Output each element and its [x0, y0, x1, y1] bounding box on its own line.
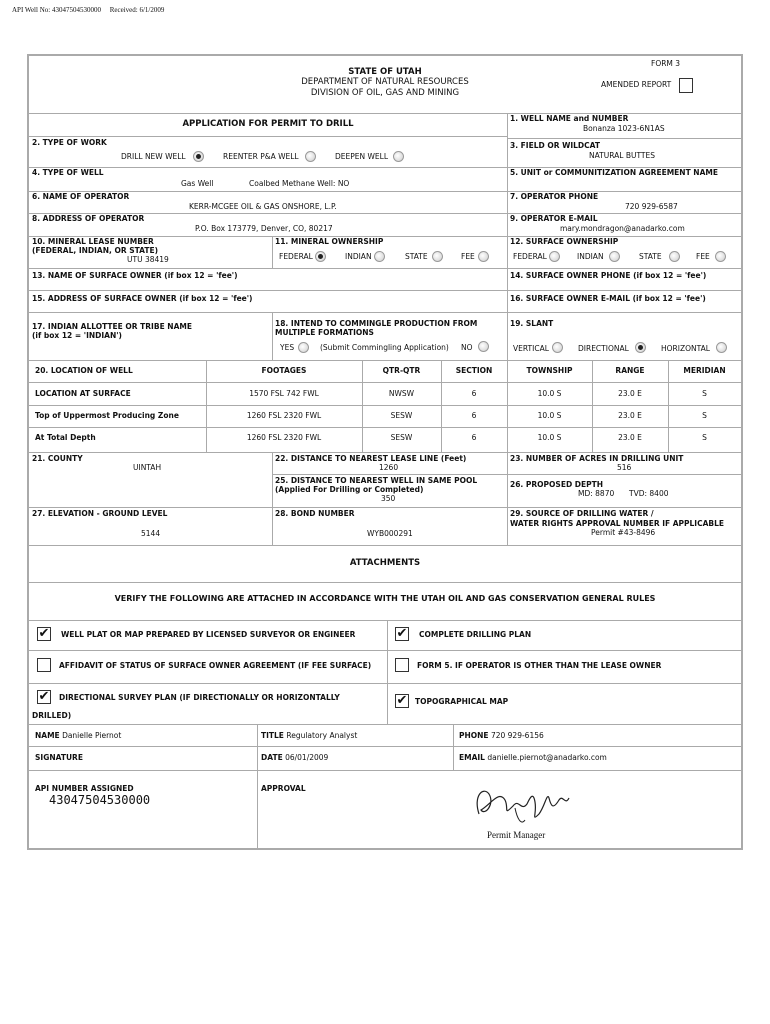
reenter-well-radio[interactable] [305, 151, 316, 162]
table-row-label: At Total Depth [35, 433, 96, 442]
mineral-ownership-label: 11. MINERAL OWNERSHIP [275, 237, 384, 246]
divider [29, 746, 741, 747]
date-field [261, 754, 328, 762]
form5-checkbox[interactable] [395, 658, 409, 672]
mineral-indian-label: INDIAN [345, 252, 372, 261]
deepen-well-radio[interactable] [393, 151, 404, 162]
surface-indian-label: INDIAN [577, 252, 604, 261]
table-row-label: LOCATION AT SURFACE [35, 389, 131, 398]
table-cell: 1570 FSL 742 FWL [249, 389, 319, 398]
title-value: Regulatory Analyst [286, 731, 358, 740]
topographical-map-label: TOPOGRAPHICAL MAP [415, 697, 509, 706]
name-label: NAME [35, 731, 60, 740]
table-header-qtr: QTR-QTR [382, 366, 421, 375]
approval-signature [469, 776, 579, 828]
date-label: DATE [261, 753, 283, 762]
approval-label: APPROVAL [261, 784, 306, 793]
table-header-location: 20. LOCATION OF WELL [35, 366, 133, 375]
surface-state-label: STATE [639, 252, 662, 261]
email-label: EMAIL [459, 753, 485, 762]
mineral-state-label: STATE [405, 252, 428, 261]
commingle-note: (Submit Commingling Application) [320, 343, 449, 352]
attachments-title: ATTACHMENTS [349, 558, 421, 568]
slant-horizontal-radio[interactable] [716, 342, 727, 353]
slant-label: 19. SLANT [510, 319, 554, 328]
commingle-sublabel: MULTIPLE FORMATIONS [275, 328, 374, 337]
operator-name-value: KERR-MCGEE OIL & GAS ONSHORE, L.P. [189, 202, 337, 211]
table-cell: SESW [390, 433, 413, 442]
header-line [12, 6, 164, 14]
table-cell: 10.0 S [537, 433, 562, 442]
division-title: DIVISION OF OIL, GAS AND MINING [310, 88, 460, 98]
title-field [261, 732, 357, 740]
lease-line-distance-label: 22. DISTANCE TO NEAREST LEASE LINE (Feet) [275, 454, 467, 463]
surface-fee-radio[interactable] [715, 251, 726, 262]
table-cell: 1260 FSL 2320 FWL [246, 411, 322, 420]
divider [29, 683, 741, 684]
nearest-well-label: 25. DISTANCE TO NEAREST WELL IN SAME POOL [275, 476, 478, 485]
elevation-value: 5144 [141, 529, 161, 538]
acres-value: 516 [617, 463, 632, 472]
nearest-well-sublabel: (Applied For Drilling or Completed) [275, 485, 424, 494]
divider [29, 290, 741, 291]
table-cell: 23.0 E [618, 433, 642, 442]
table-cell: S [702, 411, 707, 420]
received-date: Received: 6/1/2009 [109, 6, 165, 14]
table-cell: SESW [390, 411, 413, 420]
divider [272, 236, 273, 268]
signature-label: SIGNATURE [35, 753, 83, 762]
name-value: Danielle Piernot [62, 731, 122, 740]
divider [29, 650, 741, 651]
phone-label: PHONE [459, 731, 489, 740]
amended-report-label: AMENDED REPORT [601, 80, 672, 89]
date-value: 06/01/2009 [285, 753, 329, 762]
phone-value: 720 929-6156 [490, 731, 544, 740]
table-cell: 10.0 S [537, 411, 562, 420]
divider [29, 507, 741, 508]
mineral-lease-sublabel: (FEDERAL, INDIAN, OR STATE) [32, 246, 159, 255]
table-cell: 6 [471, 433, 477, 442]
form-title: APPLICATION FOR PERMIT TO DRILL [182, 119, 354, 129]
api-number-value: 43047504530000 [49, 793, 151, 807]
table-cell: 1260 FSL 2320 FWL [246, 433, 322, 442]
table-cell: 10.0 S [537, 389, 562, 398]
nearest-well-value: 350 [381, 494, 396, 503]
operator-address-value: P.O. Box 173779, Denver, CO, 80217 [195, 224, 333, 233]
drill-new-well-radio[interactable] [193, 151, 204, 162]
coalbed-methane-value: Coalbed Methane Well: NO [249, 179, 350, 188]
divider [29, 724, 741, 725]
divider [272, 474, 741, 475]
table-header-township: TOWNSHIP [526, 366, 573, 375]
proposed-depth-tvd: TVD: 8400 [629, 489, 669, 498]
indian-allottee-label: 17. INDIAN ALLOTTEE OR TRIBE NAME [32, 322, 192, 331]
surface-owner-phone-label: 14. SURFACE OWNER PHONE (if box 12 = 'fee') [510, 271, 707, 280]
divider [272, 312, 273, 360]
table-cell: 6 [471, 389, 477, 398]
affidavit-label: AFFIDAVIT OF STATUS OF SURFACE OWNER AGREEMENT (IF FEE SURFACE) [59, 661, 372, 670]
mineral-federal-radio[interactable] [315, 251, 326, 262]
state-title: STATE OF UTAH [348, 67, 422, 77]
surface-owner-email-label: 16. SURFACE OWNER E-MAIL (if box 12 = 'fee') [510, 294, 706, 303]
table-cell: 23.0 E [618, 389, 642, 398]
table-row-label: Top of Uppermost Producing Zone [35, 411, 179, 420]
directional-survey-label: DIRECTIONAL SURVEY PLAN (IF DIRECTIONALLY OR HORIZONTALLY [59, 693, 340, 702]
mineral-lease-label: 10. MINERAL LEASE NUMBER [32, 237, 154, 246]
slant-vertical-label: VERTICAL [513, 344, 549, 353]
operator-address-label: 8. ADDRESS OF OPERATOR [32, 214, 145, 223]
table-cell: NWSW [388, 389, 415, 398]
commingle-no-label: NO [461, 343, 473, 352]
surface-ownership-label: 12. SURFACE OWNERSHIP [510, 237, 619, 246]
type-of-work-label: 2. TYPE OF WORK [32, 138, 107, 147]
divider [29, 113, 741, 114]
type-of-well-label: 4. TYPE OF WELL [32, 168, 104, 177]
commingle-yes-label: YES [280, 343, 295, 352]
mineral-indian-radio[interactable] [374, 251, 385, 262]
surface-state-radio[interactable] [669, 251, 680, 262]
divider [29, 405, 741, 406]
divider [272, 452, 273, 545]
table-header-section: SECTION [455, 366, 493, 375]
api-number-label: API NUMBER ASSIGNED [35, 784, 134, 793]
bond-number-label: 28. BOND NUMBER [275, 509, 355, 518]
operator-phone-value: 720 929-6587 [625, 202, 678, 211]
drilling-plan-label: COMPLETE DRILLING PLAN [419, 630, 532, 639]
name-field [35, 732, 121, 740]
affidavit-checkbox[interactable] [37, 658, 51, 672]
slant-directional-label: DIRECTIONAL [578, 344, 629, 353]
divider [29, 427, 741, 428]
table-cell: S [702, 433, 707, 442]
divider [257, 724, 258, 848]
slant-directional-radio[interactable] [635, 342, 646, 353]
water-rights-label: WATER RIGHTS APPROVAL NUMBER IF APPLICABLE [510, 519, 725, 528]
commingle-label: 18. INTEND TO COMMINGLE PRODUCTION FROM [275, 319, 478, 328]
type-of-well-value: Gas Well [181, 179, 214, 188]
lease-line-distance-value: 1260 [379, 463, 399, 472]
divider [29, 268, 741, 269]
mineral-fee-radio[interactable] [478, 251, 489, 262]
divider [29, 620, 741, 621]
commingle-no-radio[interactable] [478, 341, 489, 352]
slant-vertical-radio[interactable] [552, 342, 563, 353]
acres-label: 23. NUMBER OF ACRES IN DRILLING UNIT [510, 454, 684, 463]
drilling-plan-checkbox[interactable]: ✔ [396, 626, 408, 641]
surface-owner-name-label: 13. NAME OF SURFACE OWNER (if box 12 = 'fee') [32, 271, 238, 280]
table-header-meridian: MERIDIAN [683, 366, 726, 375]
email-field [459, 754, 607, 762]
divider [29, 452, 741, 453]
directional-survey-checkbox[interactable]: ✔ [38, 689, 50, 704]
divider [507, 138, 741, 139]
divider [29, 582, 741, 583]
operator-name-label: 6. NAME OF OPERATOR [32, 192, 130, 201]
api-well-no: API Well No: 43047504530000 [12, 6, 101, 14]
water-source-label: 29. SOURCE OF DRILLING WATER / [510, 509, 654, 518]
indian-allottee-sublabel: (if box 12 = 'INDIAN') [32, 331, 122, 340]
divider [507, 113, 508, 545]
table-cell: 23.0 E [618, 411, 642, 420]
permit-manager-label: Permit Manager [487, 830, 546, 840]
county-value: UINTAH [133, 463, 162, 472]
form-number: FORM 3 [651, 59, 681, 68]
title-label: TITLE [261, 731, 284, 740]
table-header-range: RANGE [615, 366, 645, 375]
email-value: danielle.piernot@anadarko.com [487, 753, 607, 762]
dept-title: DEPARTMENT OF NATURAL RESOURCES [301, 77, 469, 87]
table-cell: 6 [471, 411, 477, 420]
well-name-value: Bonanza 1023-6N1AS [583, 124, 665, 133]
well-name-label: 1. WELL NAME and NUMBER [510, 114, 629, 123]
divider [29, 360, 741, 361]
verify-statement: VERIFY THE FOLLOWING ARE ATTACHED IN ACCORDANCE WITH THE UTAH OIL AND GAS CONSERVATION GENERAL RULES [114, 594, 656, 603]
water-rights-value: Permit #43-8496 [591, 528, 656, 537]
surface-fee-label: FEE [696, 252, 710, 261]
deepen-well-label: DEEPEN WELL [335, 152, 389, 161]
operator-phone-label: 7. OPERATOR PHONE [510, 192, 599, 201]
well-plat-label: WELL PLAT OR MAP PREPARED BY LICENSED SURVEYOR OR ENGINEER [61, 630, 356, 639]
field-value: NATURAL BUTTES [589, 151, 655, 160]
mineral-federal-label: FEDERAL [279, 252, 313, 261]
mineral-state-radio[interactable] [432, 251, 443, 262]
phone-field [459, 732, 544, 740]
divider [29, 382, 741, 383]
form5-label: FORM 5. IF OPERATOR IS OTHER THAN THE LEASE OWNER [417, 661, 662, 670]
surface-owner-address-label: 15. ADDRESS OF SURFACE OWNER (if box 12 = 'fee') [32, 294, 253, 303]
divider [29, 136, 507, 137]
proposed-depth-label: 26. PROPOSED DEPTH [510, 480, 604, 489]
reenter-well-label: REENTER P&A WELL [223, 152, 299, 161]
topographical-map-checkbox[interactable]: ✔ [396, 693, 408, 708]
elevation-label: 27. ELEVATION - GROUND LEVEL [32, 509, 168, 518]
divider [387, 620, 388, 724]
county-label: 21. COUNTY [32, 454, 83, 463]
amended-report-checkbox[interactable] [679, 78, 693, 93]
slant-horizontal-label: HORIZONTAL [661, 344, 710, 353]
proposed-depth-md: MD: 8870 [578, 489, 615, 498]
operator-email-value: mary.mondragon@anadarko.com [560, 224, 685, 233]
drill-new-well-label: DRILL NEW WELL [121, 152, 186, 161]
divider [453, 724, 454, 770]
mineral-fee-label: FEE [461, 252, 475, 261]
surface-federal-label: FEDERAL [513, 252, 547, 261]
divider [29, 312, 741, 313]
divider [29, 770, 741, 771]
mineral-lease-value: UTU 38419 [127, 255, 169, 264]
bond-number-value: WYB000291 [367, 529, 413, 538]
table-cell: S [702, 389, 707, 398]
well-plat-checkbox[interactable]: ✔ [38, 626, 50, 641]
surface-indian-radio[interactable] [609, 251, 620, 262]
operator-email-label: 9. OPERATOR E-MAIL [510, 214, 598, 223]
divider [29, 545, 741, 546]
table-header-footages: FOOTAGES [261, 366, 307, 375]
field-label: 3. FIELD OR WILDCAT [510, 141, 601, 150]
commingle-yes-radio[interactable] [298, 342, 309, 353]
surface-federal-radio[interactable] [549, 251, 560, 262]
unit-agreement-label: 5. UNIT or COMMUNITIZATION AGREEMENT NAME [510, 168, 718, 177]
directional-survey-label-cont: DRILLED) [32, 711, 72, 720]
permit-form [27, 54, 743, 850]
divider [29, 191, 741, 192]
